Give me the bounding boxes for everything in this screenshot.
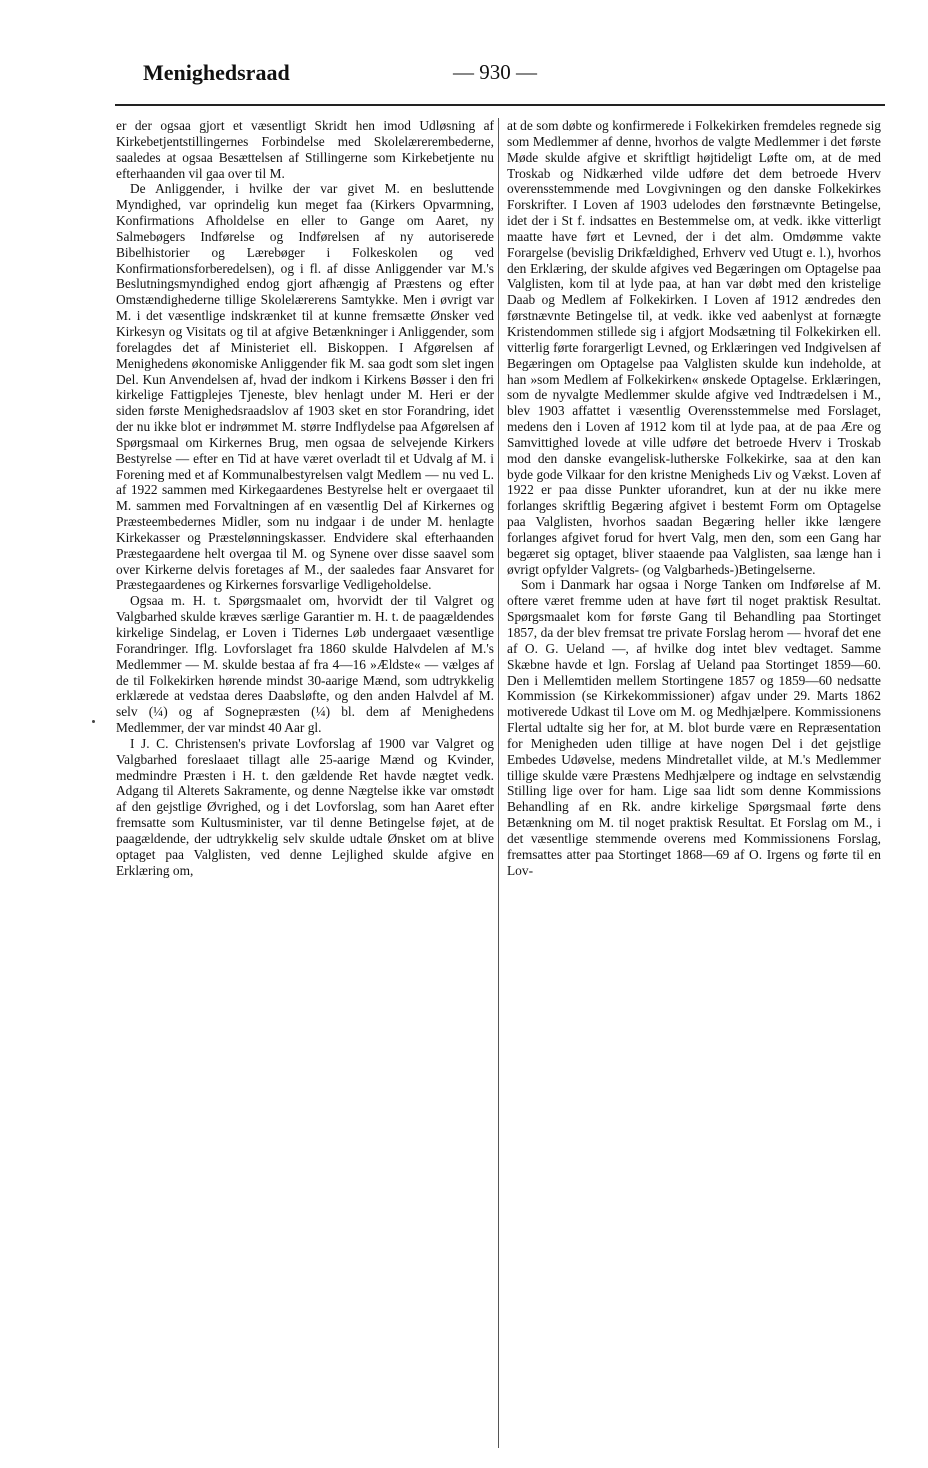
header-rule (115, 104, 885, 106)
page-number: — 930 — (453, 60, 537, 84)
paragraph: er der ogsaa gjort et væsentligt Skridt hen imod Udløsning af Kirkebetjentstillingernes Forbindelse med Skolelærerembederne, saaledes at ogsaa Besættelsen af Stillingerne som Kirkebetjente nu efterhaanden vil gaa over til M. (116, 118, 494, 181)
paragraph: Ogsaa m. H. t. Spørgsmaalet om, hvorvidt der til Valgret og Valgbarhed skulde kræves særlige Garantier m. H. t. de paagældendes kirkelige Sindelag, er Loven i Tidernes Løb undergaaet væsentlige Forandringer. Iflg. Lovforslaget fra 1860 skulde Halvdelen af M.'s Medlemmer — M. skulde bestaa af fra 4—16 »Ældste« — vælges af de til Folkekirken hørende mindst 30-aarige Mænd, som udtrykkelig erklærede at vedstaa deres Daabsløfte, og den anden Halvdel af M. selv (¼) og af Sognepræsten (¼) bl. dem af Menighedens Medlemmer, der var mindst 40 Aar gl. (116, 593, 494, 736)
margin-mark (92, 720, 95, 723)
running-head: Menighedsraad (143, 60, 290, 85)
right-column (507, 118, 881, 879)
paragraph: I J. C. Christensen's private Lovforslag af 1900 var Valgret og Valgbarhed foreslaaet tillagt alle 25-aarige Mænd og Kvinder, medmindre Præsten i H. t. den gældende Ret havde nægtet vedk. Adgang til Alterets Sakramente, og denne Nægtelse ikke var omstødt af den gejstlige Øvrighed, og i det Lovforslag, som han Aaret efter fremsatte som Kultusminister, var til denne Betingelse føjet, at de paagældende, der udtrykkelig selv skulde udtale Ønsket om at blive optaget paa Valglisten, ved denne Lejlighed skulde afgive en Erklæring om, (116, 735, 494, 878)
left-column (116, 118, 494, 879)
paragraph: Som i Danmark har ogsaa i Norge Tanken om Indførelse af M. oftere været fremme uden at have ført til noget praktisk Resultat. Spørgsmaalet kom for første Gang til Behandling paa Stortinget 1857, da der blev fremsat tre private Forslag herom — hvoraf det ene af O. G. Ueland —, af hvilke dog intet blev vedtaget. Samme Skæbne havde et lgn. Forslag af Ueland paa Stortinget 1859—60. Den i Mellemtiden mellem Stortingene 1857 og 1859—60 nedsatte Kommission (se Kirkekommissioner) afgav under 29. Marts 1862 motiverede Udkast til Love om M. og Medhjælpere. Kommissionens Flertal udtalte sig her for, at M. blot burde være en Repræsentation for Menigheden uden tillige at have nogen Del i det gejstlige Embedes Udøvelse, medens Mindretallet vilde, at M.'s Medlemmer tillige skulde være Præstens Medhjælpere og indtage en selvstændig Stilling lige over for ham. Lige saa lidt som denne Kommissions Behandling af en Rk. andre kirkelige Spørgsmaal førte dens Betænkning om M. til noget praktisk Resultat. Et Forslag om M., i det væsentlige stemmende overens med Kommissionens Forslag, fremsattes atter paa Stortinget 1868—69 af O. Irgens og førte til en Lov- (507, 577, 881, 878)
column-divider (498, 118, 499, 1448)
paragraph: at de som døbte og konfirmerede i Folkekirken fremdeles regnede sig som Medlemmer af denne, hvorhos de valgte Medlemmer i det første Møde skulde afgive et skriftligt højtideligt Løfte om, at de med Troskab og Nidkærhed vilde udføre det dem betroede Hverv overensstemmende med Lovgivningen og den danske Folkekirkes Forskrifter. I Loven af 1903 udelodes den førstnævnte Betingelse, idet der i St f. indsattes en Bestemmelse om, at vedk. ikke vitterligt maatte have ført et Levned, der i det alm. Omdømme vakte Forargelse (bevislig Drikfældighed, Erhverv ved Utugt e. l.), hvorhos den Erklæring, der skulde afgives ved Begæringen om Optagelse paa Valglisten, kom til at lyde paa, at han var døbt med den kristelige Daab og Medlem af Folkekirken. I Loven af 1912 ændredes den førstnævnte Betingelse til, at vedk. ikke ved aabenlyst at fornægte Kristendommen stillede sig i afgjort Modsætning til Folkekirken ell. vitterlig førte forargerligt Levned, og Erklæringen ved Indgivelsen af Begæringen om Optagelse paa Valglisten skulde kun indeholde, at han »som Medlem af Folkekirken« ønskede Optagelse. Erklæringen, som de nyvalgte Medlemmer skulde afgive ved Indtrædelsen i M., blev 1903 affattet i væsentlig Overensstemmelse med Forslaget, medens den i Loven af 1912 kom til at lyde paa, at de paa Ære og Samvittighed lovede at ville udføre det betroede Hverv i Troskab mod den danske evangelisk-lutherske Folkekirke, saa at den kan byde gode Vilkaar for den kristne Menigheds Liv og Vækst. Loven af 1922 er paa disse Punkter uforandret, kun at der nu ikke mere forlanges skriftlig Begæring afgivet i bestemt Form om Optagelse paa Valglisten, hvorhos saadan Begæring heller ikke længere forlanges afgivet forud for hvert Valg, men den, som een Gang har begæret sig optaget, bliver staaende paa Valglisten, saa længe han i øvrigt opfylder Valgrets- (og Valgbarheds-)Betingelserne. (507, 118, 881, 577)
paragraph: De Anliggender, i hvilke der var givet M. en besluttende Myndighed, var oprindelig kun meget faa (Kirkers Opvarmning, Konfirmations Afholdelse en eller to Gange om Aaret, ny Salmebøgers Indførelse og Indførelsen af ny autoriserede Bibelhistorier og Lærebøger i Folkeskolen og ved Konfirmationsforberedelsen), og i fl. af disse Anliggender var M.'s Beslutningsmyndighed endog gjort afhængig af Præstens og efter Omstændighederne tillige Skolelærerens Samtykke. Men i øvrigt var M. i det væsentlige indskrænket til at kunne fremsætte Ønsker ved Kirkesyn og Visitats og til at afgive Betænkninger i Anliggender, som forelagdes det af Ministeriet ell. Biskoppen. I Afgørelsen af Menighedens økonomiske Anliggender fik M. saa godt som slet ingen Del. Kun Anvendelsen af, hvad der indkom i Kirkens Bøsser i den fri kirkelige Fattigplejes Tjeneste, blev henlagt under M. Heri er der siden første Menighedsraadslov af 1903 sket en stor Forandring, idet der nu ikke blot er indrømmet M. større Indflydelse paa Afgørelsen af Spørgsmaal om Kirkernes Brug, men ogsaa de selvejende Kirkers Bestyrelse — efter en Tid at have været overladt til et Udvalg af M. i Forening med et af Kommunalbestyrelsen valgt Medlem — nu ved L. af 1922 sammen med Kirkegaardenes Bestyrelse helt er overgaaet til M. sammen med Forvaltningen af en væsentlig Del af Kirkernes og Præsteembedernes Midler, som nu indgaar i de under M. henlagte Kirkekasser og Præstelønningskasser. Endvidere skal efterhaanden Præstegaardene helt overgaa til M. og Synene over disse saavel som over Kirkerne delvis foretages af M., der saaledes faar Ansvaret for Præstegaardenes og Kirkernes forsvarlige Vedligeholdelse. (116, 181, 494, 593)
page-header (143, 60, 885, 94)
